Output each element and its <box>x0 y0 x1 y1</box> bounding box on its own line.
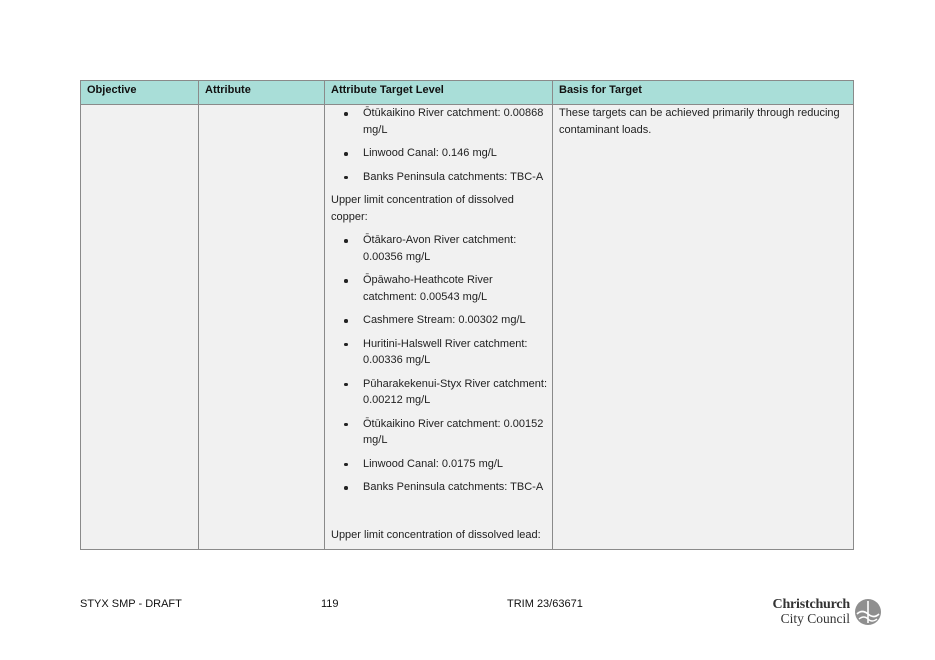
data-table <box>80 80 854 550</box>
footer-doc-name: STYX SMP - DRAFT <box>80 598 182 610</box>
list-item: Linwood Canal: 0.146 mg/L <box>331 145 549 162</box>
list-item: Banks Peninsula catchments: TBC-A <box>331 479 549 496</box>
copper-list <box>331 232 549 496</box>
list-item: Ōtūkaikino River catchment: 0.00868 mg/L <box>331 105 549 138</box>
target-level-cell <box>331 105 549 503</box>
footer-page-number: 119 <box>321 598 339 610</box>
list-item: Huritini-Halswell River catchment: 0.00336 mg/L <box>331 336 549 369</box>
header-attribute: Attribute <box>205 84 251 96</box>
list-item: Ōtūkaikino River catchment: 0.00152 mg/L <box>331 416 549 449</box>
header-basis-for-target: Basis for Target <box>559 84 642 96</box>
header-attribute-target-level: Attribute Target Level <box>331 84 444 96</box>
column-divider <box>324 81 325 549</box>
lead-heading: Upper limit concentration of dissolved lead: <box>331 529 541 541</box>
logo-line1: Christchurch <box>772 597 850 612</box>
list-item: Banks Peninsula catchments: TBC-A <box>331 169 549 186</box>
list-item: Ōpāwaho-Heathcote River catchment: 0.00543 mg/L <box>331 272 549 305</box>
table-header-row <box>81 81 853 105</box>
christchurch-logo <box>768 597 884 629</box>
list-item: Pūharakekenui-Styx River catchment: 0.00212 mg/L <box>331 376 549 409</box>
council-emblem-icon <box>854 598 882 626</box>
list-item: Linwood Canal: 0.0175 mg/L <box>331 456 549 473</box>
header-objective: Objective <box>87 84 137 96</box>
footer-trim: TRIM 23/63671 <box>507 598 583 610</box>
copper-list-top <box>331 105 549 185</box>
basis-cell: These targets can be achieved primarily through reducing contaminant loads. <box>559 107 840 136</box>
column-divider <box>552 81 553 549</box>
column-divider <box>198 81 199 549</box>
list-item: Ōtākaro-Avon River catchment: 0.00356 mg/L <box>331 232 549 265</box>
list-item: Cashmere Stream: 0.00302 mg/L <box>331 312 549 329</box>
copper-heading: Upper limit concentration of dissolved copper: <box>331 194 514 223</box>
logo-line2: City Council <box>780 611 850 626</box>
